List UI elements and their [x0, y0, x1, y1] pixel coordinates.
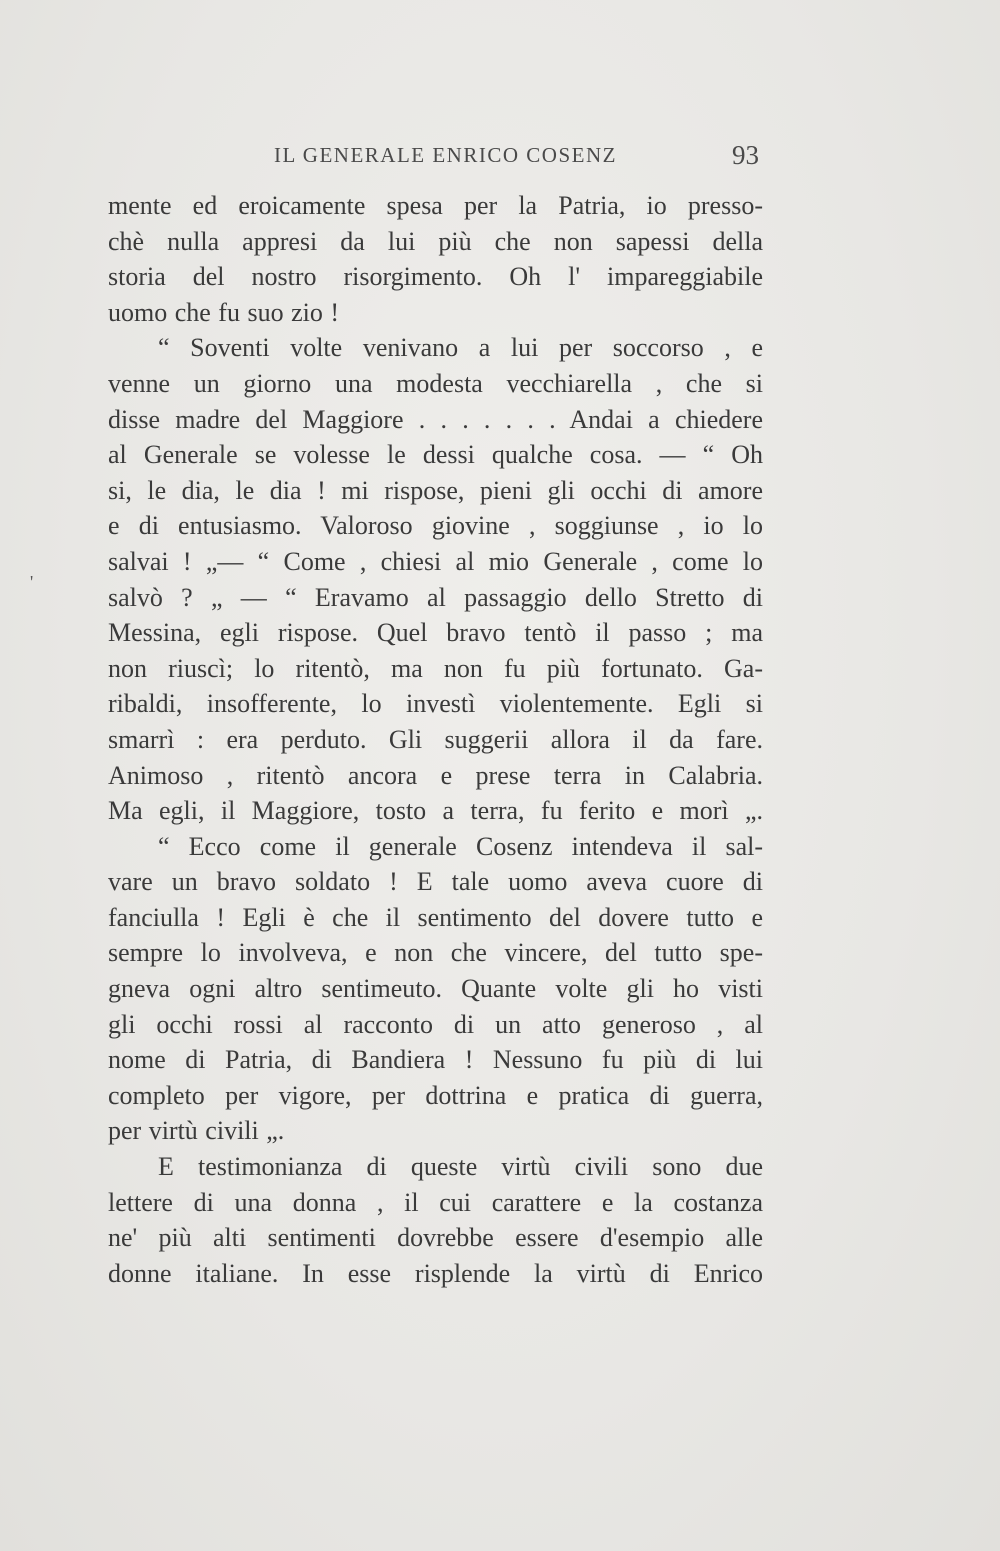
text-line: non riuscì; lo ritentò, ma non fu più fortunato. Ga-	[108, 653, 763, 683]
text-line: lettere di una donna , il cui carattere e la costanza	[108, 1187, 763, 1217]
text-line: al Generale se volesse le dessi qualche cosa. — “ Oh	[108, 440, 763, 470]
body-text	[108, 188, 763, 1291]
text-line: storia del nostro risorgimento. Oh l' impareggiabile	[108, 262, 763, 292]
text-line: Ma egli, il Maggiore, tosto a terra, fu ferito e morì „.	[108, 796, 763, 826]
text-line: salvò ? „ — “ Eravamo al passaggio dello Stretto di	[108, 582, 763, 612]
text-line: E testimonianza di queste virtù civili sono due	[158, 1152, 763, 1182]
text-line: “ Soventi volte venivano a lui per soccorso , e	[158, 333, 763, 363]
text-line: Messina, egli rispose. Quel bravo tentò il passo ; ma	[108, 618, 763, 648]
text-line: gli occhi rossi al racconto di un atto generoso , al	[108, 1009, 763, 1039]
text-line: sempre lo involveva, e non che vincere, del tutto spe-	[108, 938, 763, 968]
text-line: “ Ecco come il generale Cosenz intendeva il sal-	[158, 831, 763, 861]
text-line: nome di Patria, di Bandiera ! Nessuno fu più di lui	[108, 1045, 763, 1075]
text-line: chè nulla appresi da lui più che non sapessi della	[108, 226, 763, 256]
text-line: ne' più alti sentimenti dovrebbe essere d'esempio alle	[108, 1223, 763, 1253]
text-line: vare un bravo soldato ! E tale uomo aveva cuore di	[108, 867, 763, 897]
text-line: uomo che fu suo zio !	[108, 297, 340, 327]
text-line: e di entusiasmo. Valoroso giovine , soggiunse , io lo	[108, 511, 763, 541]
text-line: per virtù civili „.	[108, 1116, 285, 1146]
text-line: disse madre del Maggiore . . . . . . . Andai a chiedere	[108, 404, 763, 434]
text-line: salvai ! „— “ Come , chiesi al mio Generale , come lo	[108, 546, 763, 576]
text-line: completo per vigore, per dottrina e pratica di guerra,	[108, 1080, 763, 1110]
margin-mark: '	[30, 572, 34, 592]
page-number: 93	[732, 140, 759, 170]
text-line: smarrì : era perduto. Gli suggerii allora il da fare.	[108, 724, 763, 754]
running-title: IL GENERALE ENRICO COSENZ	[274, 143, 617, 167]
text-line: si, le dia, le dia ! mi rispose, pieni gli occhi di amore	[108, 475, 763, 505]
text-line: ribaldi, insofferente, lo investì violentemente. Egli si	[108, 689, 763, 719]
text-line: donne italiane. In esse risplende la virtù di Enrico	[108, 1258, 763, 1288]
text-line: fanciulla ! Egli è che il sentimento del dovere tutto e	[108, 902, 763, 932]
text-line: Animoso , ritentò ancora e prese terra in Calabria.	[108, 760, 763, 790]
text-line: venne un giorno una modesta vecchiarella , che si	[108, 368, 763, 398]
text-line: mente ed eroicamente spesa per la Patria, io presso-	[108, 191, 763, 220]
text-line: gneva ogni altro sentimeuto. Quante volte gli ho visti	[108, 974, 763, 1004]
